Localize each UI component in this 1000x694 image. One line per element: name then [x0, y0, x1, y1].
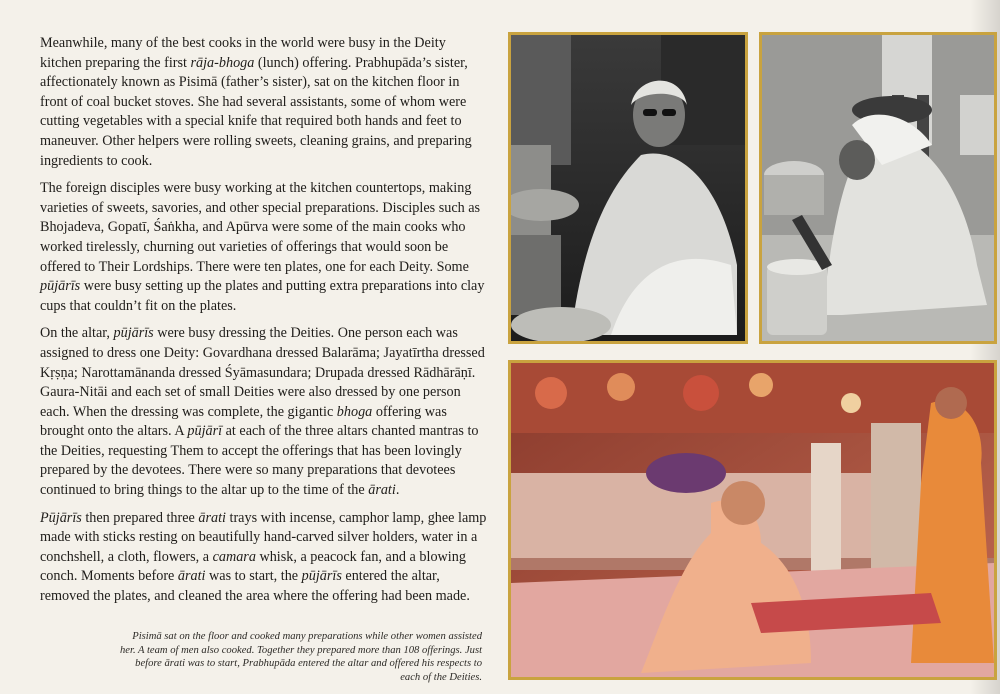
italic-term: pūjārīs: [113, 325, 154, 342]
italic-term: pūjārīs: [301, 568, 342, 585]
photo-helper-image: [762, 35, 994, 341]
italic-term: ārati: [177, 568, 206, 585]
italic-term: camara: [212, 548, 256, 565]
photo-helper-cutting: [759, 32, 997, 344]
photo-pisima-cooking: [508, 32, 748, 344]
italic-term: pūjārīs: [40, 278, 81, 295]
paragraph: Meanwhile, many of the best cooks in the world were busy in the Deity kitchen preparing the first rāja-bhoga (lunch) offering. Prabhupāda’s sister, affectionately known as Pisimā (father’s sister), sat on the kitchen floor in front of coal bucket stoves. She had several assistants, some of whom were cutting vegetables with a special knife that required both hands and feet to maneuver. Other helpers were rolling sweets, cleaning grains, and preparing ingredients to cook.: [40, 35, 472, 169]
italic-term: ārati: [368, 482, 396, 499]
paragraph: Pūjārīs then prepared three ārati trays with incense, camphor lamp, ghee lamp made with sticks resting on beautifully hand-carved silver holders, water in a conchshell, a cloth, flowers, a camara whisk, a peacock fan, and a blowing conch. Moments before ārati was to start, the pūjārīs entered the altar, removed the plates, and cleaned the area where the offering had been made.: [40, 509, 487, 605]
paragraph: The foreign disciples were busy working at the kitchen countertops, making varieties of sweets, savories, and other special preparations. Disciples such as Bhojadeva, Gopatī, Śaṅkha, and Apūrva were some of the main cooks who worked tirelessly, churning out varieties of offerings that would soon be offered to Their Lordships. There were ten plates, one for each Deity. Some pūjārīs were busy setting up the plates and putting extra preparations into clay cups that couldn’t fit on the plates.: [40, 180, 485, 314]
paragraph: On the altar, pūjārīs were busy dressing the Deities. One person each was assigned to dress one Deity: Govardhana dressed Balarāma; Jayatīrtha dressed Kṛṣṇa; Narottamānanda dressed Śyāmasundara; Drupada dressed Rādhārāṇī. Gaura-Nitāi and each set of small Deities were also dressed by one person each. When the dressing was complete, the gigantic bhoga offering was brought onto the altars. A pūjārī at each of the three altars chanted mantras to the Deities, requesting Them to accept the offerings that has been lovingly prepared by the devotees. There were so many preparations that devotees continued to bring things to the altar up to the time of the ārati.: [40, 325, 485, 499]
italic-term: pūjārī: [187, 423, 223, 440]
photo-altar-respects: [508, 360, 997, 680]
italic-term: Pūjārīs: [40, 509, 82, 526]
italic-term: ārati: [198, 509, 226, 526]
italic-term: bhoga: [336, 403, 373, 420]
italic-term: rāja-bhoga: [190, 54, 255, 71]
photo-altar-image: [511, 363, 994, 677]
photo-pisima-image: [511, 35, 745, 341]
photo-caption: Pisimā sat on the floor and cooked many preparations while other women assisted her. A team of men also cooked. Together they prepared more than 108 offerings. Just before ārati was to start, Prabhupāda entered the altar and offered his respects to each of the Deities.: [120, 631, 483, 684]
body-text: [40, 34, 488, 615]
